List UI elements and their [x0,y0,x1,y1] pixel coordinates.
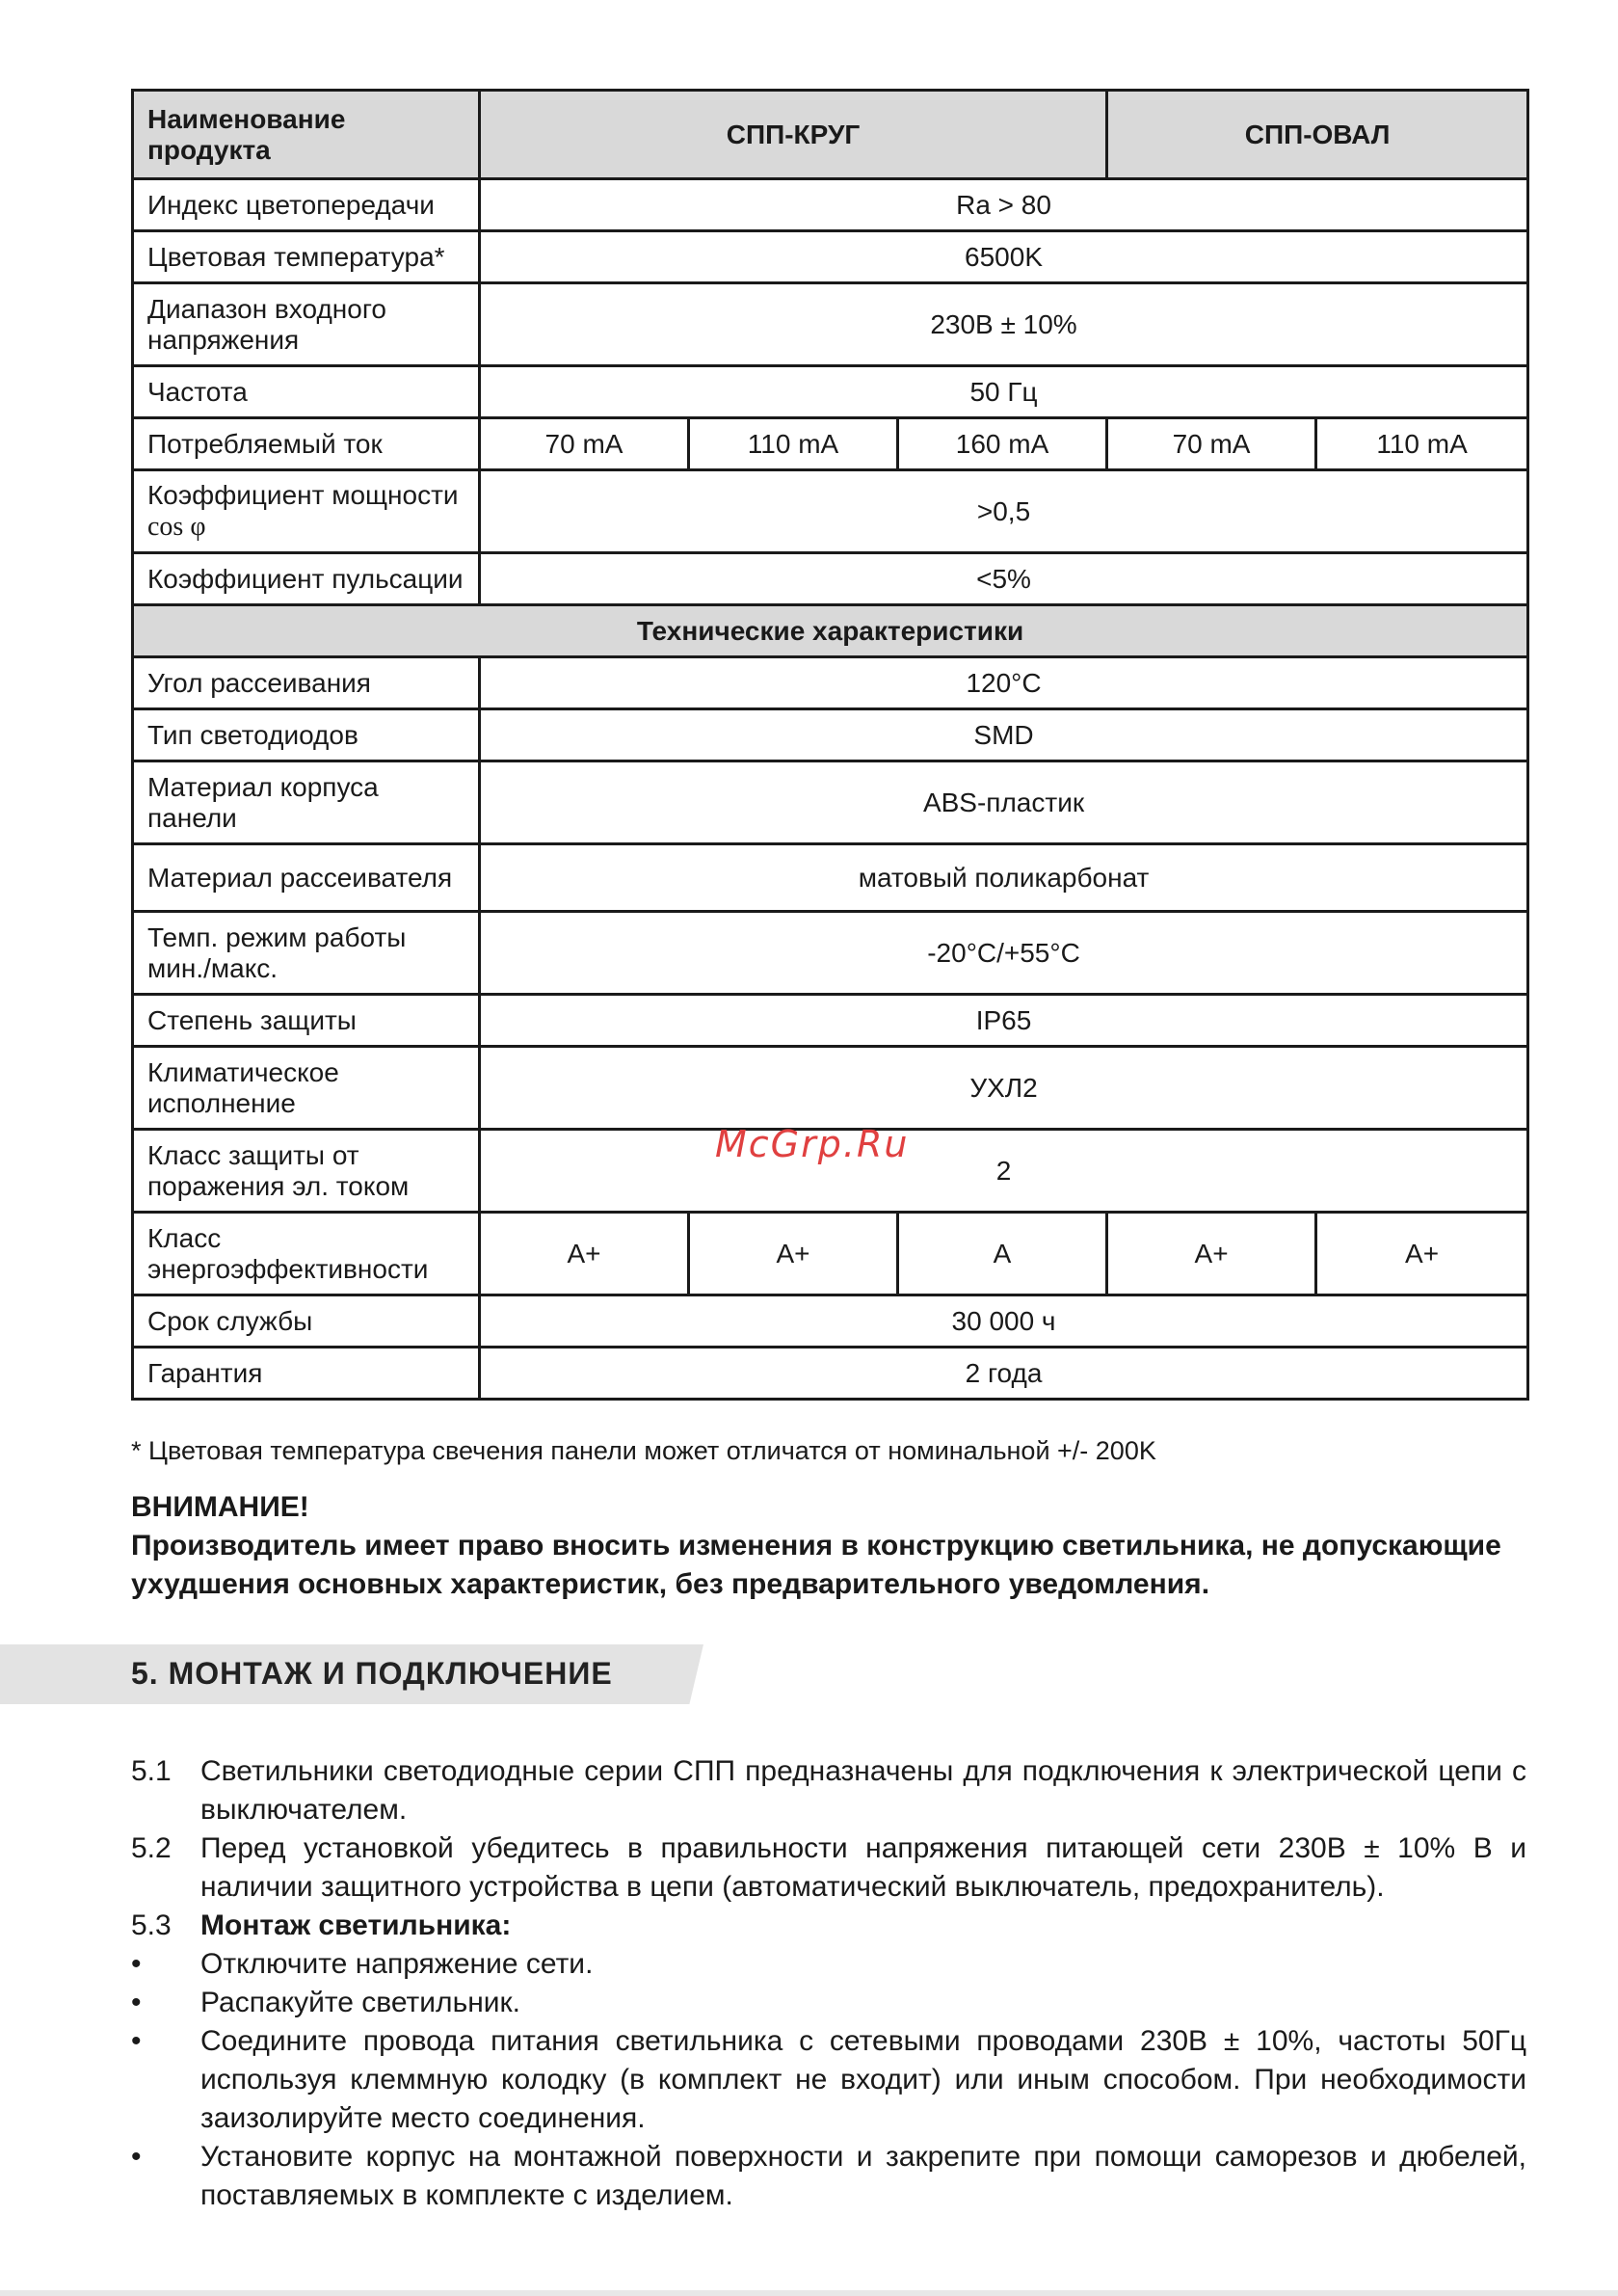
row-value: IP65 [480,995,1528,1047]
table-header-row [133,91,1528,179]
table-row [133,844,1528,912]
row-value: Ra > 80 [480,179,1528,231]
row-label: Гарантия [133,1348,480,1400]
row-value: SMD [480,709,1528,761]
attention-text: Производитель имеет право вносить изменения в конструкцию светильника, не допускающие ухудшения основных характеристик, без предварительного уведомления. [131,1530,1501,1600]
table-row [133,470,1528,553]
bullet-text: Отключите напряжение сети. [200,1948,594,1980]
bullet-item [131,2022,1526,2138]
row-value: 6500K [480,231,1528,283]
row-label: Класс защиты от поражения эл. током [133,1130,480,1213]
table-row [133,657,1528,709]
current-value: 70 mA [480,418,689,470]
bullet-icon: • [131,2025,142,2057]
row-label: Срок службы [133,1295,480,1348]
row-label-main: Коэффициент мощности [147,480,459,510]
table-section-row [133,605,1528,657]
installation-list [131,1752,1526,2215]
table-row [133,912,1528,995]
table-row [133,995,1528,1047]
row-label: Материал рассеивателя [133,844,480,912]
row-value: 2 [480,1130,1528,1213]
bullet-item [131,2138,1526,2215]
current-value: 160 mA [898,418,1107,470]
table-row [133,761,1528,844]
bullet-icon: • [131,2141,142,2173]
item-text: Монтаж светильника: [200,1909,512,1941]
section-header: Технические характеристики [133,605,1528,657]
row-label: Цветовая температура* [133,231,480,283]
current-value: 110 mA [689,418,898,470]
list-item [131,1829,1526,1907]
table-row [133,709,1528,761]
row-value: 50 Гц [480,366,1528,418]
attention-block [131,1488,1538,1604]
attention-title: ВНИМАНИЕ! [131,1491,309,1523]
row-label: Коэффициент пульсации [133,553,480,605]
row-label: Климатическое исполнение [133,1047,480,1130]
item-text: Перед установкой убедитесь в правильности напряжения питающей сети 230В ± 10% В и наличии защитного устройства в цепи (автоматический выключатель, предохранитель). [200,1832,1526,1903]
row-label: Темп. режим работы мин./макс. [133,912,480,995]
energy-value: A+ [1107,1213,1316,1295]
table-row [133,1348,1528,1400]
item-number: 5.2 [131,1832,172,1864]
specifications-table [131,89,1529,1401]
bottom-rule [0,2290,1618,2296]
row-label: Частота [133,366,480,418]
table-row-energy [133,1213,1528,1295]
energy-value: A+ [689,1213,898,1295]
bullet-text: Установите корпус на монтажной поверхности и закрепите при помощи саморезов и дюбелей, поставляемых в комплекте с изделием. [200,2141,1526,2211]
list-item [131,1907,1526,1945]
energy-value: A [898,1213,1107,1295]
item-number: 5.3 [131,1909,172,1941]
row-value: ABS-пластик [480,761,1528,844]
energy-value: A+ [480,1213,689,1295]
table-row [133,366,1528,418]
header-product-name: Наименование продукта [133,91,480,179]
row-value: -20°С/+55°С [480,912,1528,995]
row-value: 230В ± 10% [480,283,1528,366]
row-value: 120°С [480,657,1528,709]
bullet-item [131,1984,1526,2022]
item-number: 5.1 [131,1755,172,1787]
row-value: >0,5 [480,470,1528,553]
item-text: Светильники светодиодные серии СПП предназначены для подключения к электрической цепи с выключателем. [200,1755,1526,1826]
list-item [131,1752,1526,1829]
bullet-item [131,1945,1526,1984]
current-value: 70 mA [1107,418,1316,470]
row-value: 30 000 ч [480,1295,1528,1348]
table-row [133,553,1528,605]
table-row [133,1047,1528,1130]
row-value: 2 года [480,1348,1528,1400]
row-value: матовый поликарбонат [480,844,1528,912]
row-label: Степень защиты [133,995,480,1047]
row-label: Класс энергоэффективности [133,1213,480,1295]
footnote: * Цветовая температура свечения панели может отличатся от номинальной +/- 200K [131,1436,1156,1465]
row-label: Тип светодиодов [133,709,480,761]
table-row [133,231,1528,283]
row-label: Материал корпуса панели [133,761,480,844]
header-spp-oval: СПП-ОВАЛ [1107,91,1528,179]
row-label: Угол рассеивания [133,657,480,709]
current-value: 110 mA [1316,418,1528,470]
row-value: УХЛ2 [480,1047,1528,1130]
watermark: McGrp.Ru [715,1123,910,1165]
row-label [133,470,480,553]
row-label: Потребляемый ток [133,418,480,470]
energy-value: A+ [1316,1213,1528,1295]
bullet-text: Соедините провода питания светильника с сетевыми проводами 230В ± 10%, частоты 50Гц используя клеммную колодку (в комплект не входит) или иным способом. При необходимости заизолируйте место соединения. [200,2025,1526,2134]
table-row [133,1295,1528,1348]
table-row [133,283,1528,366]
row-label-sub: cos φ [147,512,206,542]
bullet-icon: • [131,1948,142,1980]
header-spp-krug: СПП-КРУГ [480,91,1107,179]
bullet-icon: • [131,1987,142,2018]
table-row [133,179,1528,231]
row-value: <5% [480,553,1528,605]
bullet-text: Распакуйте светильник. [200,1987,520,2018]
section-title: 5. МОНТАЖ И ПОДКЛЮЧЕНИЕ [131,1656,613,1691]
row-label: Индекс цветопередачи [133,179,480,231]
table-row-current [133,418,1528,470]
row-label: Диапазон входного напряжения [133,283,480,366]
